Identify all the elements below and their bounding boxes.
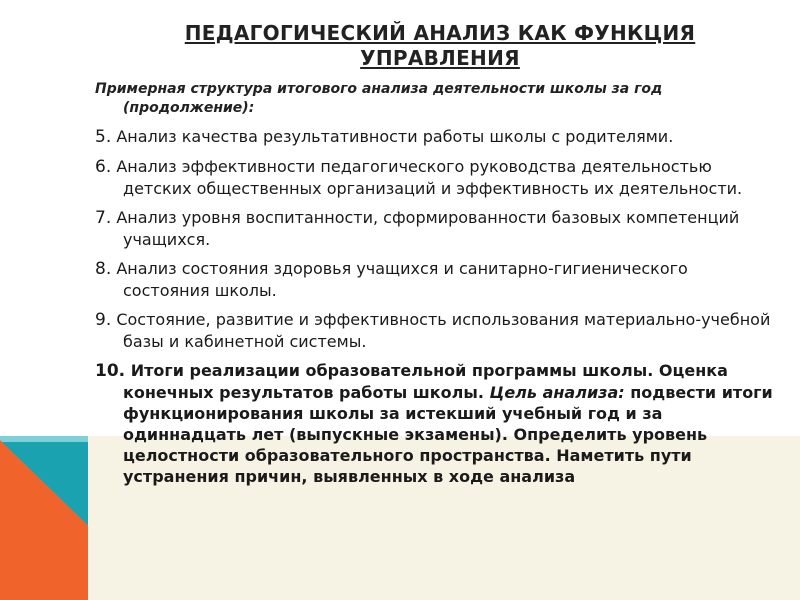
list-item-text-continued: подвести итоги функционирования школы за истекший учебный год и за одиннадцать лет (выпускные экзамены). Определить уровень целостности образовательного пространства. Наметить пути устранения причин, выявленных в ходе анализа <box>123 383 773 486</box>
slide-title <box>150 21 730 71</box>
list-item-text: Анализ качества результативности работы школы с родителями. <box>116 127 674 146</box>
subtitle: Примерная структура итогового анализа деятельности школы за год (продолжение): <box>95 81 663 116</box>
slide-title-line-2: УПРАВЛЕНИЯ <box>360 46 520 70</box>
list-item-number: 10. <box>95 361 126 381</box>
list-item-text: Состояние, развитие и эффективность использования материально-учебной базы и кабинетной системы. <box>116 310 771 351</box>
list-item-10 <box>95 360 775 487</box>
list-item-text: Анализ эффективности педагогического руководства деятельностью детских общественных организаций и эффективность их деятельности. <box>116 157 743 198</box>
list-item-number: 6. <box>95 157 112 177</box>
goal-label: Цель анализа: <box>489 383 625 402</box>
list-item-number: 5. <box>95 127 112 147</box>
list-item-6 <box>95 156 775 199</box>
slide-content <box>95 80 775 495</box>
list-item-9 <box>95 309 775 352</box>
list-item-5 <box>95 126 775 148</box>
list-item-8 <box>95 258 775 301</box>
slide-title-line-1: ПЕДАГОГИЧЕСКИЙ АНАЛИЗ КАК ФУНКЦИЯ <box>184 21 696 45</box>
list-item-number: 7. <box>95 208 112 228</box>
list-item-text: Итоги реализации образовательной программы школы. Оценка конечных результатов работы школы. <box>123 361 728 402</box>
list-item-number: 8. <box>95 259 112 279</box>
list-item-text: Анализ уровня воспитанности, сформированности базовых компетенций учащихся. <box>116 208 740 249</box>
list-item-number: 9. <box>95 310 112 330</box>
list-item-text: Анализ состояния здоровья учащихся и санитарно-гигиенического состояния школы. <box>116 259 688 300</box>
list-item-7 <box>95 207 775 250</box>
